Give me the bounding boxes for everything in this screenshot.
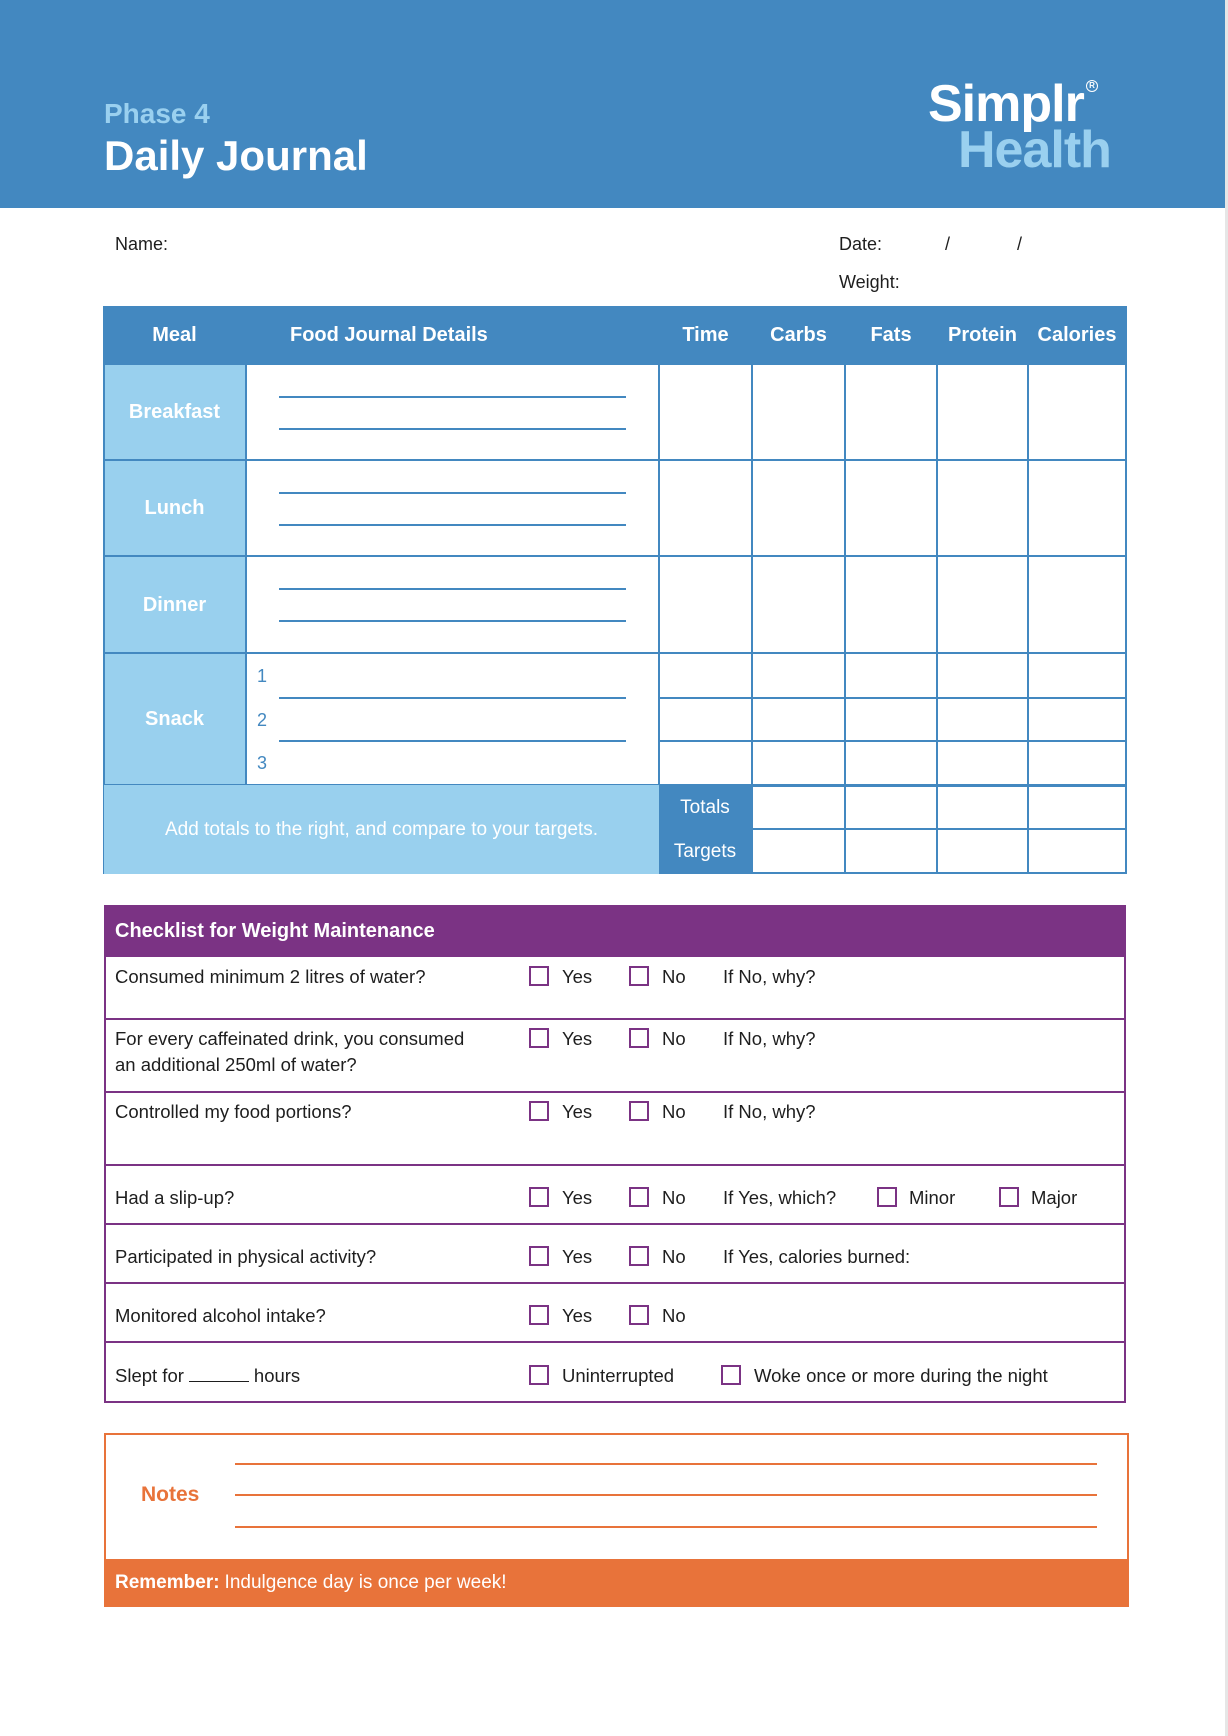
meal-lunch: Lunch [104, 461, 245, 556]
food-detail-line[interactable] [279, 524, 626, 526]
page-title: Daily Journal [104, 132, 368, 179]
col-header-meal: Meal [104, 306, 245, 365]
col-header-carbs: Carbs [753, 306, 844, 365]
followup-water: If No, why? [723, 966, 816, 987]
label-yes: Yes [562, 1101, 593, 1122]
date-separator-1: / [945, 234, 951, 254]
table-divider [936, 306, 938, 874]
followup-caffeine: If No, why? [723, 1028, 816, 1049]
label-minor: Minor [909, 1187, 956, 1208]
food-detail-line[interactable] [279, 740, 626, 742]
followup-slip-up: If Yes, which? [723, 1187, 837, 1208]
label-no: No [662, 1187, 686, 1208]
checkbox-slip-up-minor[interactable] [877, 1187, 897, 1207]
checkbox-slip-up-major[interactable] [999, 1187, 1019, 1207]
sleep-prefix: Slept for [115, 1365, 184, 1386]
checkbox-water-no[interactable] [629, 966, 649, 986]
question-activity: Participated in physical activity? [115, 1246, 377, 1267]
date-label: Date: [839, 234, 883, 254]
notes-line[interactable] [235, 1463, 1097, 1465]
question-portions: Controlled my food portions? [115, 1101, 352, 1122]
col-header-calories: Calories [1029, 306, 1125, 365]
col-header-protein: Protein [938, 306, 1027, 365]
checklist-row-line [104, 1091, 1126, 1093]
checkbox-portions-no[interactable] [629, 1101, 649, 1121]
logo-word-health: Health [958, 121, 1111, 179]
table-row-line [659, 740, 1126, 742]
table-divider [1027, 306, 1029, 874]
checkbox-activity-yes[interactable] [529, 1246, 549, 1266]
meal-dinner: Dinner [104, 557, 245, 653]
food-detail-line[interactable] [279, 697, 626, 699]
checkbox-portions-yes[interactable] [529, 1101, 549, 1121]
checklist-frame [104, 957, 1126, 1403]
checklist-row-line [104, 1164, 1126, 1166]
name-label: Name: [115, 234, 169, 254]
remember-label: Remember: [115, 1572, 220, 1593]
label-uninterrupted: Uninterrupted [562, 1365, 675, 1386]
followup-portions: If No, why? [723, 1101, 816, 1122]
question-sleep [115, 1363, 300, 1389]
table-border-right [1125, 306, 1127, 874]
checkbox-slip-up-yes[interactable] [529, 1187, 549, 1207]
notes-line[interactable] [235, 1494, 1097, 1496]
checklist-row-line [104, 1223, 1126, 1225]
sleep-suffix: hours [253, 1365, 301, 1386]
weight-label: Weight: [839, 272, 900, 292]
snack-number-2: 2 [257, 710, 268, 730]
label-no: No [662, 966, 686, 987]
targets-label: Targets [659, 830, 751, 874]
checkbox-sleep-uninterrupted[interactable] [529, 1365, 549, 1385]
checklist-row-line [104, 1018, 1126, 1020]
col-header-fats: Fats [846, 306, 936, 365]
label-yes: Yes [562, 1187, 593, 1208]
logo-word-simplr: Simplr [928, 75, 1084, 133]
table-row-line [659, 697, 1126, 699]
question-caffeine-line2: an additional 250ml of water? [115, 1054, 357, 1075]
checkbox-caffeine-yes[interactable] [529, 1028, 549, 1048]
table-row-line [751, 828, 1126, 830]
remember-text: Indulgence day is once per week! [224, 1572, 507, 1593]
table-row-line [104, 555, 1126, 557]
table-divider [751, 306, 753, 874]
col-header-food-details: Food Journal Details [247, 306, 658, 365]
food-detail-line[interactable] [279, 492, 626, 494]
date-separator-2: / [1017, 234, 1023, 254]
label-no: No [662, 1028, 686, 1049]
label-woke: Woke once or more during the night [754, 1365, 1048, 1386]
label-major: Major [1031, 1187, 1078, 1208]
label-yes: Yes [562, 1246, 593, 1267]
table-divider [245, 306, 247, 785]
food-detail-line[interactable] [279, 396, 626, 398]
sleep-hours-blank[interactable] [189, 1363, 249, 1382]
header-banner [0, 0, 1225, 208]
label-yes: Yes [562, 966, 593, 987]
table-divider [844, 306, 846, 874]
snack-number-3: 3 [257, 753, 268, 773]
remember-banner [104, 1559, 1129, 1607]
label-yes: Yes [562, 1305, 593, 1326]
table-row-line [104, 652, 1126, 654]
checkbox-caffeine-no[interactable] [629, 1028, 649, 1048]
checkbox-sleep-woke[interactable] [721, 1365, 741, 1385]
question-caffeine-line1: For every caffeinated drink, you consumed [115, 1028, 465, 1049]
question-alcohol: Monitored alcohol intake? [115, 1305, 326, 1326]
question-water: Consumed minimum 2 litres of water? [115, 966, 426, 987]
phase-label: Phase 4 [104, 98, 210, 129]
label-no: No [662, 1246, 686, 1267]
totals-label: Totals [659, 786, 751, 830]
checkbox-alcohol-no[interactable] [629, 1305, 649, 1325]
col-header-time: Time [660, 306, 751, 365]
food-detail-line[interactable] [279, 588, 626, 590]
meal-snack: Snack [104, 654, 245, 785]
notes-line[interactable] [235, 1526, 1097, 1528]
snack-number-1: 1 [257, 666, 268, 686]
registered-mark-icon: R [1086, 80, 1098, 92]
notes-box [104, 1433, 1129, 1559]
meal-breakfast: Breakfast [104, 365, 245, 460]
checklist-row-line [104, 1282, 1126, 1284]
checkbox-activity-no[interactable] [629, 1246, 649, 1266]
label-no: No [662, 1305, 686, 1326]
simplr-health-logo [928, 75, 1128, 179]
label-yes: Yes [562, 1028, 593, 1049]
food-detail-line[interactable] [279, 620, 626, 622]
followup-activity: If Yes, calories burned: [723, 1246, 911, 1267]
checklist-title: Checklist for Weight Maintenance [104, 905, 1126, 957]
checkbox-alcohol-yes[interactable] [529, 1305, 549, 1325]
food-detail-line[interactable] [279, 428, 626, 430]
totals-note: Add totals to the right, and compare to your targets. [104, 785, 659, 874]
checkbox-water-yes[interactable] [529, 966, 549, 986]
checklist-row-line [104, 1341, 1126, 1343]
question-slip-up: Had a slip-up? [115, 1187, 235, 1208]
label-no: No [662, 1101, 686, 1122]
table-row-line [104, 459, 1126, 461]
checkbox-slip-up-no[interactable] [629, 1187, 649, 1207]
notes-label: Notes [141, 1483, 200, 1506]
